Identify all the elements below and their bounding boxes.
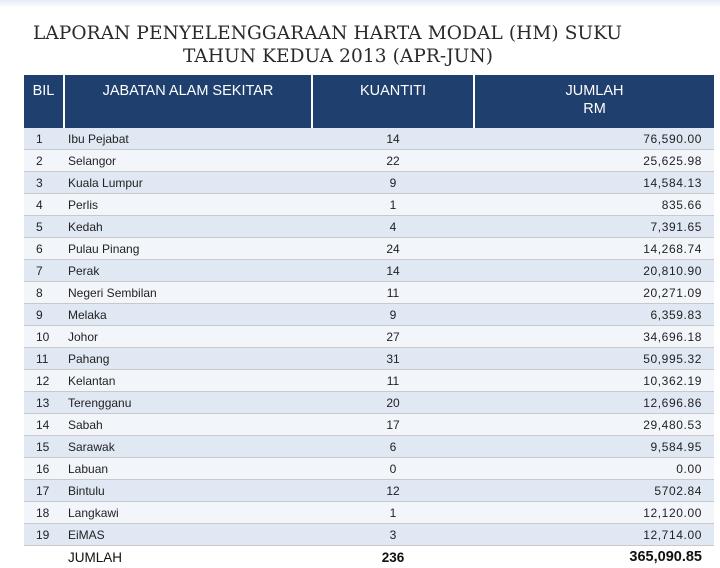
table-row — [24, 458, 714, 480]
table-row — [24, 414, 714, 436]
cell-jumlah: 50,995.32 — [474, 348, 714, 370]
cell-jabatan: Kelantan — [64, 370, 312, 392]
cell-jabatan: Melaka — [64, 304, 312, 326]
cell-jumlah: 20,810.90 — [474, 260, 714, 282]
header-jumlah-label: JUMLAH — [565, 83, 623, 99]
cell-bil: 5 — [24, 216, 64, 238]
cell-jabatan: Perlis — [64, 194, 312, 216]
page-title-line-2: TAHUN KEDUA 2013 (APR-JUN) — [183, 45, 493, 68]
cell-jabatan: Pulau Pinang — [64, 238, 312, 260]
cell-jumlah: 14,584.13 — [474, 172, 714, 194]
cell-kuantiti: 6 — [312, 436, 474, 458]
header-jumlah-unit: RM — [583, 101, 606, 117]
table-row — [24, 326, 714, 348]
header-bil: BIL — [24, 75, 64, 128]
cell-kuantiti: 31 — [312, 348, 474, 370]
cell-kuantiti: 4 — [312, 216, 474, 238]
table-row — [24, 348, 714, 370]
table-header-row — [24, 75, 714, 128]
table-row — [24, 304, 714, 326]
cell-jumlah: 10,362.19 — [474, 370, 714, 392]
header-jumlah — [474, 75, 714, 128]
cell-kuantiti: 12 — [312, 480, 474, 502]
cell-bil: 6 — [24, 238, 64, 260]
cell-bil: 3 — [24, 172, 64, 194]
table-row — [24, 216, 714, 238]
total-kuantiti: 236 — [312, 546, 474, 568]
top-decorative-band — [0, 0, 720, 8]
cell-jumlah: 76,590.00 — [474, 128, 714, 150]
table-row — [24, 502, 714, 524]
cell-jumlah: 12,696.86 — [474, 392, 714, 414]
cell-jabatan: Sabah — [64, 414, 312, 436]
cell-jabatan: Langkawi — [64, 502, 312, 524]
table-row — [24, 128, 714, 150]
cell-jumlah: 12,120.00 — [474, 502, 714, 524]
total-empty-cell — [24, 546, 64, 568]
cell-bil: 2 — [24, 150, 64, 172]
cell-kuantiti: 24 — [312, 238, 474, 260]
cell-kuantiti: 9 — [312, 172, 474, 194]
table-row — [24, 260, 714, 282]
cell-jabatan: Negeri Sembilan — [64, 282, 312, 304]
cell-kuantiti: 22 — [312, 150, 474, 172]
cell-jabatan: Kuala Lumpur — [64, 172, 312, 194]
header-kuantiti: KUANTITI — [312, 75, 474, 128]
cell-jumlah: 25,625.98 — [474, 150, 714, 172]
cell-jumlah: 835.66 — [474, 194, 714, 216]
cell-kuantiti: 14 — [312, 128, 474, 150]
cell-jumlah: 12,714.00 — [474, 524, 714, 546]
cell-jabatan: Ibu Pejabat — [64, 128, 312, 150]
cell-bil: 9 — [24, 304, 64, 326]
cell-jumlah: 34,696.18 — [474, 326, 714, 348]
cell-jumlah: 20,271.09 — [474, 282, 714, 304]
cell-jabatan: Labuan — [64, 458, 312, 480]
cell-jumlah: 7,391.65 — [474, 216, 714, 238]
cell-jumlah: 14,268.74 — [474, 238, 714, 260]
table-row — [24, 194, 714, 216]
cell-bil: 12 — [24, 370, 64, 392]
cell-jabatan: Sarawak — [64, 436, 312, 458]
cell-bil: 14 — [24, 414, 64, 436]
table-row — [24, 436, 714, 458]
cell-jumlah: 0.00 — [474, 458, 714, 480]
cell-bil: 13 — [24, 392, 64, 414]
table-footer — [24, 546, 714, 568]
table-row — [24, 282, 714, 304]
table-header — [24, 75, 714, 128]
cell-bil: 4 — [24, 194, 64, 216]
cell-kuantiti: 11 — [312, 370, 474, 392]
table-row — [24, 150, 714, 172]
cell-jabatan: EiMAS — [64, 524, 312, 546]
cell-kuantiti: 9 — [312, 304, 474, 326]
table-row — [24, 392, 714, 414]
cell-bil: 1 — [24, 128, 64, 150]
cell-jumlah: 9,584.95 — [474, 436, 714, 458]
cell-bil: 10 — [24, 326, 64, 348]
cell-jumlah: 6,359.83 — [474, 304, 714, 326]
cell-bil: 18 — [24, 502, 64, 524]
cell-kuantiti: 0 — [312, 458, 474, 480]
cell-bil: 16 — [24, 458, 64, 480]
cell-kuantiti: 27 — [312, 326, 474, 348]
cell-bil: 15 — [24, 436, 64, 458]
cell-jabatan: Pahang — [64, 348, 312, 370]
cell-bil: 19 — [24, 524, 64, 546]
cell-jabatan: Perak — [64, 260, 312, 282]
table-row — [24, 370, 714, 392]
cell-jabatan: Selangor — [64, 150, 312, 172]
cell-jabatan: Terengganu — [64, 392, 312, 414]
table-row — [24, 172, 714, 194]
capital-assets-table — [24, 75, 714, 568]
header-jabatan: JABATAN ALAM SEKITAR — [64, 75, 312, 128]
cell-jumlah: 29,480.53 — [474, 414, 714, 436]
cell-bil: 8 — [24, 282, 64, 304]
total-jumlah: 365,090.85 — [474, 546, 714, 568]
cell-kuantiti: 1 — [312, 502, 474, 524]
cell-kuantiti: 3 — [312, 524, 474, 546]
cell-kuantiti: 20 — [312, 392, 474, 414]
table-body — [24, 128, 714, 546]
page-title-line-1: LAPORAN PENYELENGGARAAN HARTA MODAL (HM) SUKU — [33, 22, 622, 45]
table-row — [24, 480, 714, 502]
table-row — [24, 524, 714, 546]
table-row — [24, 238, 714, 260]
cell-bil: 17 — [24, 480, 64, 502]
cell-kuantiti: 14 — [312, 260, 474, 282]
total-label: JUMLAH — [64, 546, 312, 568]
cell-bil: 11 — [24, 348, 64, 370]
cell-jumlah: 5702.84 — [474, 480, 714, 502]
cell-jabatan: Johor — [64, 326, 312, 348]
total-row — [24, 546, 714, 568]
cell-bil: 7 — [24, 260, 64, 282]
cell-jabatan: Bintulu — [64, 480, 312, 502]
cell-kuantiti: 17 — [312, 414, 474, 436]
cell-jabatan: Kedah — [64, 216, 312, 238]
cell-kuantiti: 11 — [312, 282, 474, 304]
cell-kuantiti: 1 — [312, 194, 474, 216]
